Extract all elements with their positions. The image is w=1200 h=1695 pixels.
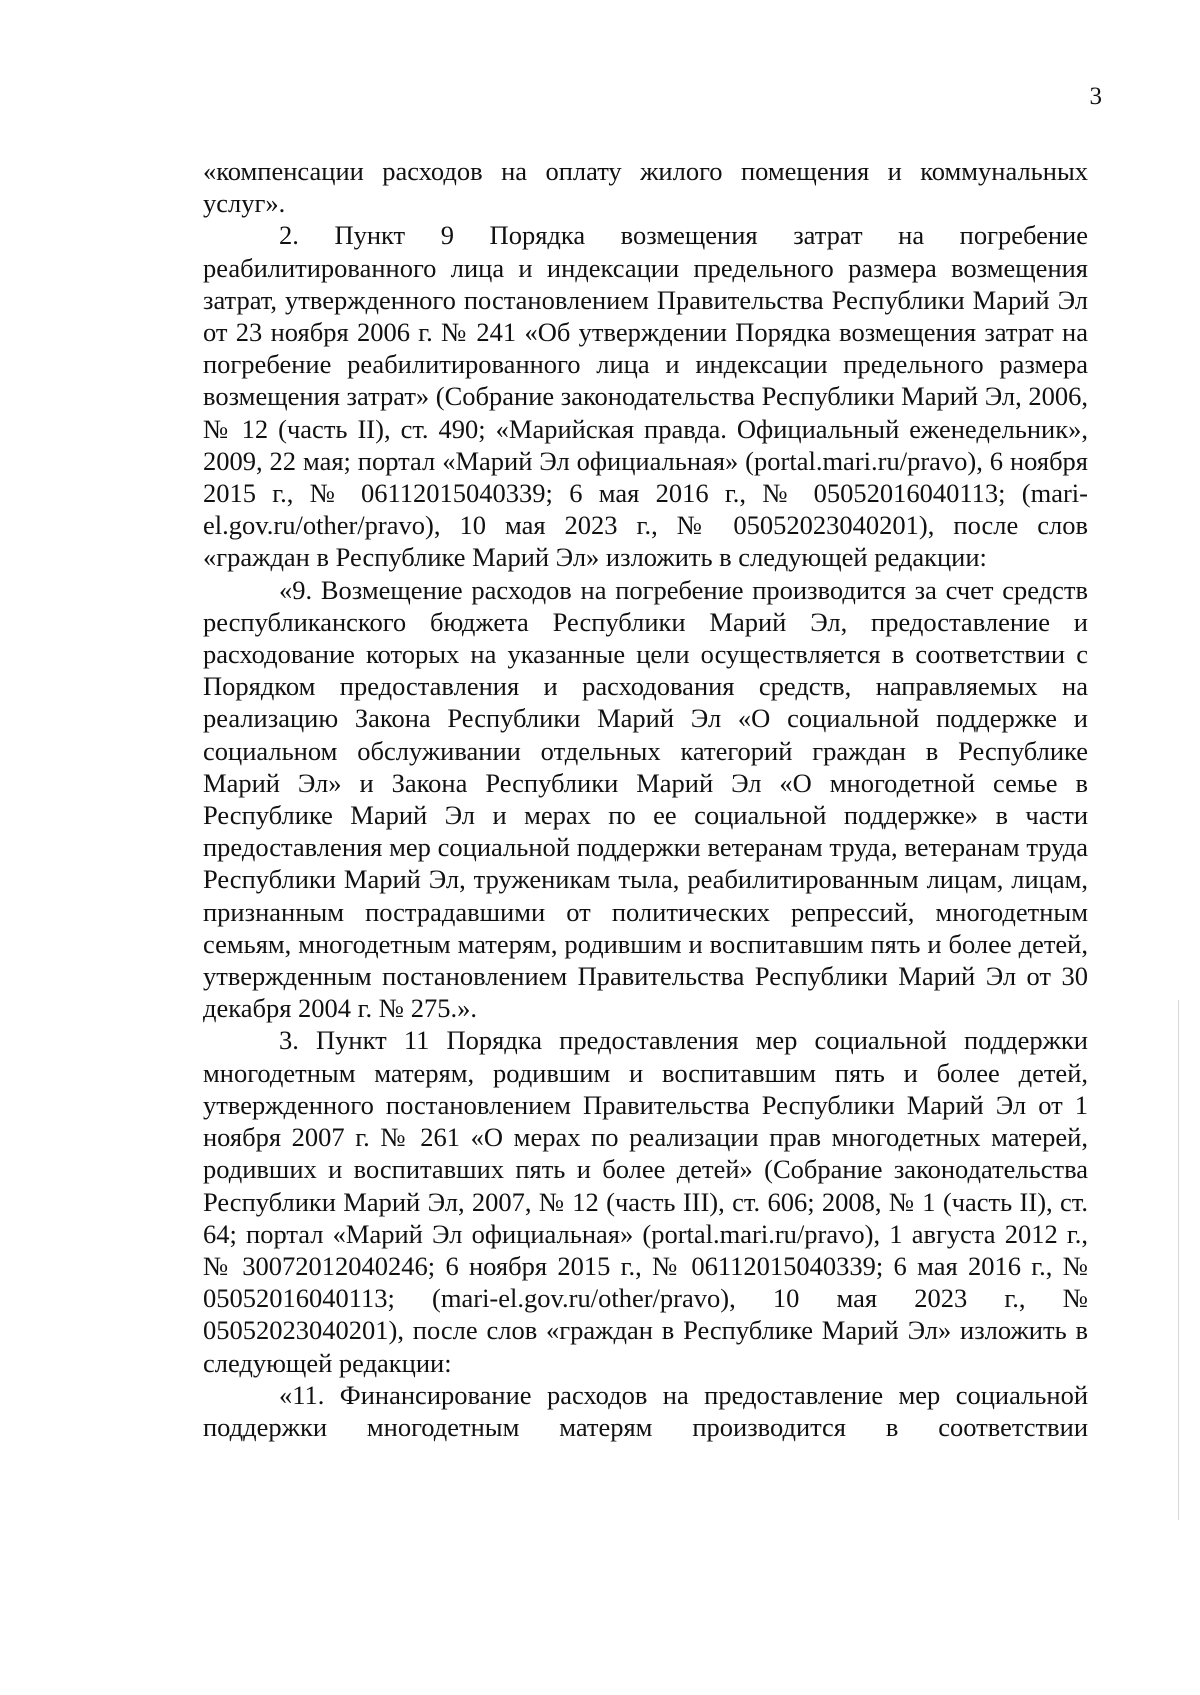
paragraph-quoted-clause-9: «9. Возмещение расходов на погребение производится за счет средств республиканского бюджета Республики Марий Эл, предоставление и расходование которых на указанные цели осуществляется в соответствии с Порядком предоставления и расходования средств, направляемых на реализацию Закона Республики Марий Эл «О социальной поддержке и социальном обслуживании отдельных категорий граждан в Республике Марий Эл» и Закона Республики Марий Эл «О многодетной семье в Республике Марий Эл и мерах по ее социальной поддержке» в части предоставления мер социальной поддержки ветеранам труда, ветеранам труда Республики Марий Эл, труженикам тыла, реабилитированным лицам, лицам, признанным пострадавшими от политических репрессий, многодетным семьям, многодетным матерям, родившим и воспитавшим пять и более детей, утвержденным постановлением Правительства Республики Марий Эл от 30 декабря 2004 г. № 275.». xyxy=(203,574,1088,1024)
scan-edge-line xyxy=(1178,1000,1179,1520)
paragraph-item-2: 2. Пункт 9 Порядка возмещения затрат на погребение реабилитированного лица и индексации предельного размера возмещения затрат, утвержденного постановлением Правительства Республики Марий Эл от 23 ноября 2006 г. № 241 «Об утверждении Порядка возмещения затрат на погребение реабилитированного лица и индексации предельного размера возмещения затрат» (Собрание законодательства Республики Марий Эл, 2006, № 12 (часть II), ст. 490; «Марийская правда. Официальный еженедельник», 2009, 22 мая; портал «Марий Эл официальная» (portal.mari.ru/pravo), 6 ноября 2015 г., № 06112015040339; 6 мая 2016 г., № 05052016040113; (mari-el.gov.ru/other/pravo), 10 мая 2023 г., № 05052023040201), после слов «граждан в Республике Марий Эл» изложить в следующей редакции: xyxy=(203,220,1088,573)
paragraph-quoted-clause-11: «11. Финансирование расходов на предоставление мер социальной поддержки многодетным матерям производится в соответствии xyxy=(203,1379,1088,1442)
paragraph-item-3: 3. Пункт 11 Порядка предоставления мер социальной поддержки многодетным матерям, родившим и воспитавшим пять и более детей, утвержденного постановлением Правительства Республики Марий Эл от 1 ноября 2007 г. № 261 «О мерах по реализации прав многодетных матерей, родивших и воспитавших пять и более детей» (Собрание законодательства Республики Марий Эл, 2007, № 12 (часть III), ст. 606; 2008, № 1 (часть II), ст. 64; портал «Марий Эл официальная» (portal.mari.ru/pravo), 1 августа 2012 г., № 30072012040246; 6 ноября 2015 г., № 06112015040339; 6 мая 2016 г., № 05052016040113; (mari-el.gov.ru/other/pravo), 10 мая 2023 г., № 05052023040201), после слов «граждан в Республике Марий Эл» изложить в следующей редакции: xyxy=(203,1025,1088,1378)
page-number: 3 xyxy=(1089,83,1102,110)
paragraph-continuation: «компенсации расходов на оплату жилого помещения и коммунальных услуг». xyxy=(203,156,1088,219)
document-body xyxy=(203,155,1088,1443)
